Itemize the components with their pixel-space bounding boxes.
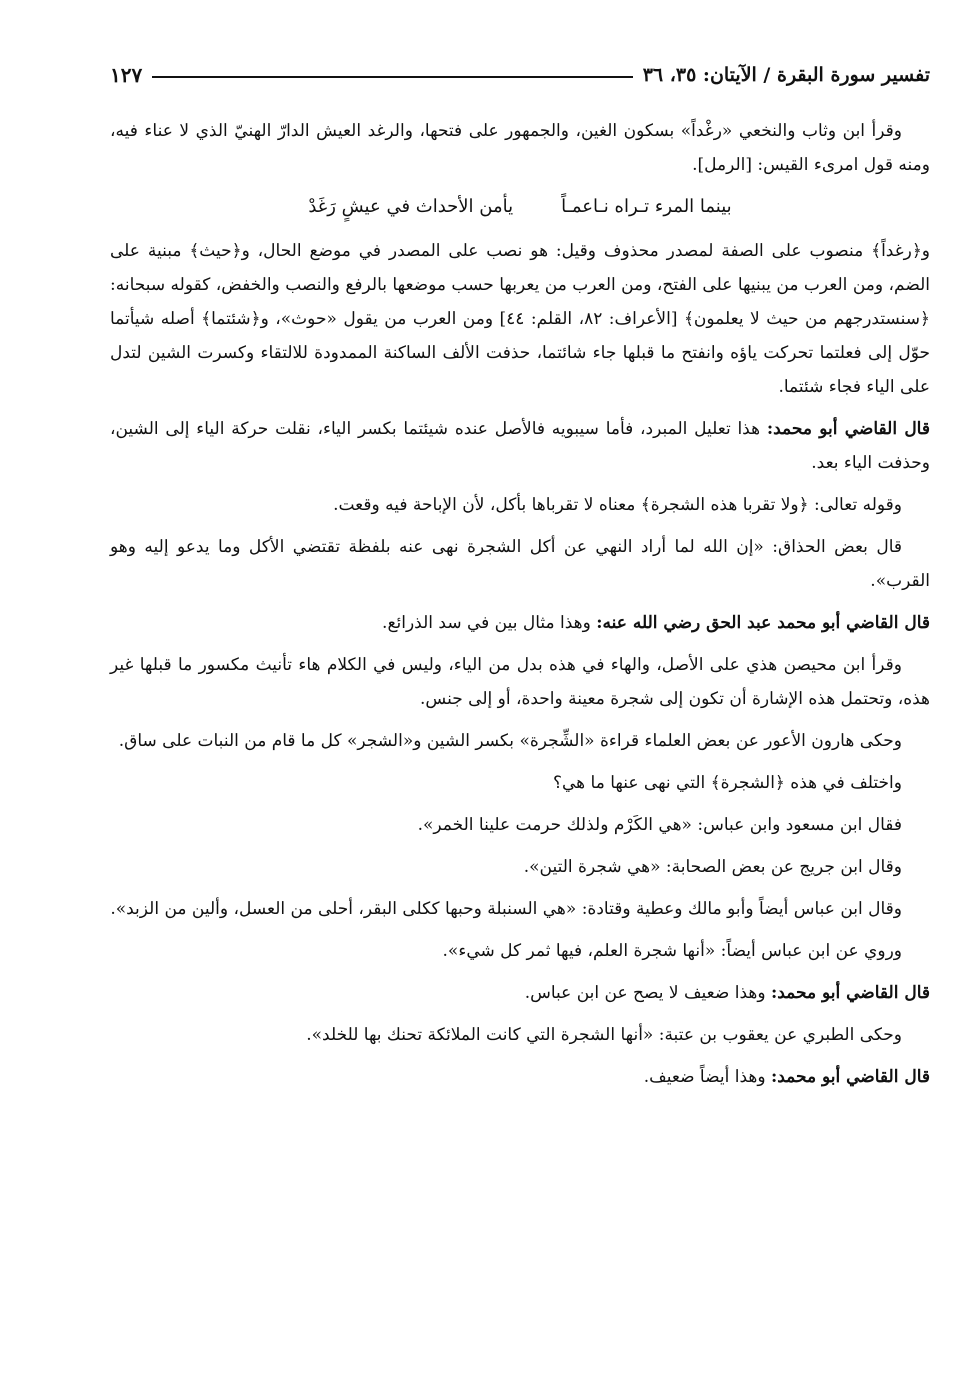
poetry-verse [110,190,930,224]
paragraph: قال القاضي أبو محمد عبد الحق رضي الله عنه: وهذا مثال بين في سد الذرائع. [382,613,930,633]
paragraph: وقرأ ابن محيصن هذي على الأصل، والهاء في هذه بدل من الياء، وليس في الكلام هاء تأنيث مكسور ما قبلها غير هذه، وتحتمل هذه الإشارة أن تكون إلى شجرة معينة واحدة، أو إلى جنس. [110,655,930,709]
paragraph: قال القاضي أبو محمد: وهذا أيضاً ضعيف. [643,1067,930,1087]
speaker-label: قال القاضي أبو محمد: [770,1067,930,1087]
paragraph: وقال ابن جريج عن بعض الصحابة: «هي شجرة التين». [523,857,902,877]
paragraph: قال القاضي أبو محمد: وهذا ضعيف لا يصح عن ابن عباس. [524,983,930,1003]
book-page [110,58,930,1102]
paragraph: واختلف في هذه ﴿الشجرة﴾ التي نهى عنها ما هي؟ [552,773,902,793]
header-rule [152,76,632,78]
paragraph: قال القاضي أبو محمد: هذا تعليل المبرد، فأما سيبويه فالأصل عنده شيئتما بكسر الياء، نقلت حركة الياء إلى الشين، وحذفت الياء بعد. [110,419,930,473]
paragraph: وروي عن ابن عباس أيضاً: «أنها شجرة العلم، فيها ثمر كل شيء». [442,941,902,961]
paragraph: وقال ابن عباس أيضاً وأبو مالك وعطية وقتادة: «هي السنبلة وحبها ككلى البقر، أحلى من العسل، وألين من الزبد». [110,899,902,919]
paragraph: وقوله تعالى: ﴿ولا تقربا هذه الشجرة﴾ معناه لا تقرباها بأكل، لأن الإباحة فيه وقعت. [333,495,902,515]
paragraph: وقرأ ابن وثاب والنخعي «رغْداً» بسكون الغين، والجمهور على فتحها، والرغد العيش الدارّ الهنيّ الذي لا عناء فيه، ومنه قول امرىء القيس: [الرمل]. [110,121,930,175]
paragraph: وحكى هارون الأعور عن بعض العلماء قراءة «الشِّجرة» بكسر الشين و«الشجر» كل ما قام من النبات على ساق. [118,731,902,751]
verse-first-hemistich: بينما المرء تـراه نـاعمـاً [561,196,732,217]
page-body [110,114,930,1094]
page-header [110,58,930,92]
verse-second-hemistich: يأمن الأحداث في عيشٍ رَغَدْ [308,196,514,217]
speaker-label: قال القاضي أبو محمد عبد الحق رضي الله عنه: [596,613,930,633]
page-number: ١٢٧ [110,63,143,87]
paragraph: قال بعض الحذاق: «إن الله لما أراد النهي عن أكل الشجرة نهى عنه بلفظة تقتضي الأكل وما يدعو إليه وهو القرب». [110,537,930,591]
speaker-label: قال القاضي أبو محمد: [766,419,930,439]
paragraph: فقال ابن مسعود وابن عباس: «هي الكَرْم ولذلك حرمت علينا الخمر». [417,815,902,835]
paragraph: و﴿رغداً﴾ منصوب على الصفة لمصدر محذوف وقيل: هو نصب على المصدر في موضع الحال، و﴿حيث﴾ مبنية على الضم، ومن العرب من يبنيها على الفتح، ومن العرب من يعربها حسب موضعها بالرفع والنصب والخفض، كقوله سبحانه: ﴿سنستدرجهم من حيث لا يعلمون﴾ [الأعراف: ٨٢، القلم: ٤٤] ومن العرب من يقول «حوث»، و﴿شئتما﴾ أصله شيأتما حوّل إلى فعلتما تحركت ياؤه وانفتح ما قبلها جاء شائتما، حذفت الألف الساكنة الممدودة للالتقاء وكسرت الشين لتدل على الياء فجاء شئتما. [110,241,930,397]
speaker-label: قال القاضي أبو محمد: [770,983,930,1003]
running-title: تفسير سورة البقرة / الآيتان: ٣٥، ٣٦ [642,64,930,86]
paragraph: وحكى الطبري عن يعقوب بن عتبة: «أنها الشجرة التي كانت الملائكة تحنك بها للخلد». [306,1025,902,1045]
